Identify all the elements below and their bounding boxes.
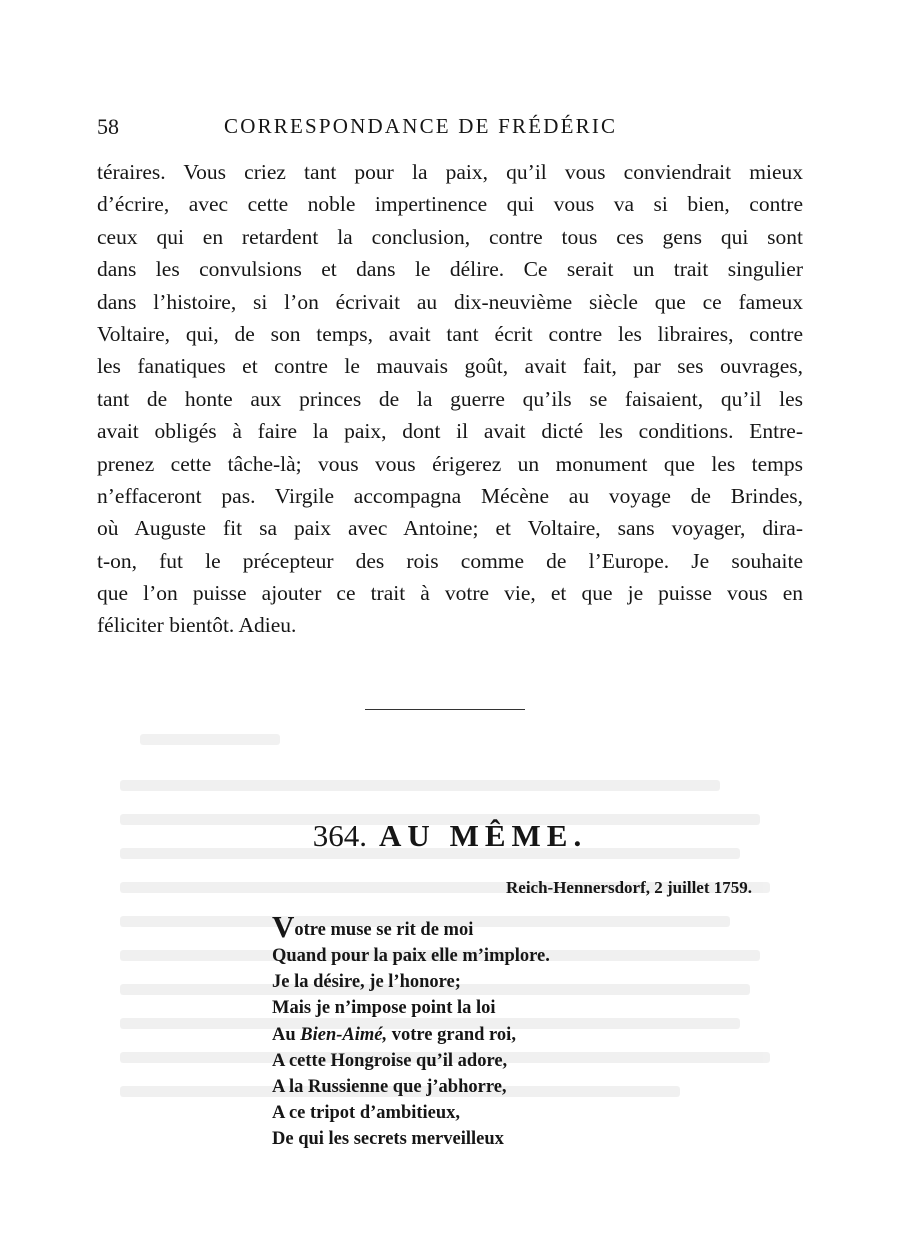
text-line: prenez cette tâche-là; vous vous érigerez un monument que les temps [97,451,803,476]
text-line: t-on, fut le précepteur des rois comme de l’Europe. Je souhaite [97,548,803,573]
letter-addressee: AU MÊME. [379,818,588,853]
verse-line: Quand pour la paix elle m’implore. [272,946,550,966]
verse-line [272,1022,692,1048]
drop-cap: V [272,909,295,944]
text-line: où Auguste fit sa paix avec Antoine; et Voltaire, sans voyager, dira- [97,516,803,541]
verse-line: A cette Hongroise qu’il adore, [272,1050,508,1071]
verse-line: A la Russienne que j’abhorre, [272,1076,507,1097]
verse-line-suffix: votre grand roi, [387,1024,516,1045]
letter-heading [0,818,900,854]
text-line: téraires. Vous criez tant pour la paix, qu’il vous conviendrait mieux [97,160,803,184]
text-line: d’écrire, avec cette noble impertinence qui vous va si bien, contre [97,192,803,217]
section-divider [365,709,525,710]
verse-line [272,911,692,943]
running-header [97,114,803,144]
verse-line-text: otre muse se rit de moi [294,920,474,940]
page-number: 58 [97,114,119,139]
text-line: tant de honte aux princes de la guerre qu’ils se faisaient, qu’il les [97,386,803,411]
text-line: que l’on puisse ajouter ce trait à votre vie, et que je puisse vous en [97,581,803,606]
verse-block [272,911,692,1153]
text-line: dans l’histoire, si l’on écrivait au dix-neuvième siècle que ce fameux [97,289,803,314]
text-line: ceux qui en retardent la conclusion, contre tous ces gens qui sont [97,224,803,249]
letter-body-text [97,156,803,642]
text-line: avait obligés à faire la paix, dont il avait dicté les conditions. Entre- [97,419,803,444]
text-line: Voltaire, qui, de son temps, avait tant écrit contre les libraires, contre [97,321,803,346]
text-line: dans les convulsions et dans le délire. Ce serait un trait singulier [97,257,803,282]
running-head-title: CORRESPONDANCE DE FRÉDÉRIC [224,114,618,138]
text-line: n’effaceront pas. Virgile accompagna Mécène au voyage de Brindes, [97,483,803,508]
verse-line: De qui les secrets merveilleux [272,1129,504,1150]
verse-line-prefix: Au [272,1024,301,1045]
text-line-final: féliciter bientôt. Adieu. [97,613,297,638]
verse-line-italic: Bien-Aimé, [300,1024,388,1045]
letter-dateline: Reich-Hennersdorf, 2 juillet 1759. [506,878,752,897]
verse-line: Je la désire, je l’honore; [272,972,461,993]
letter-number: 364. [312,818,368,853]
verse-line: Mais je n’impose point la loi [272,998,496,1019]
verse-line: A ce tripot d’ambitieux, [272,1103,461,1124]
text-line: les fanatiques et contre le mauvais goût, avait fait, par ses ouvrages, [97,354,803,379]
